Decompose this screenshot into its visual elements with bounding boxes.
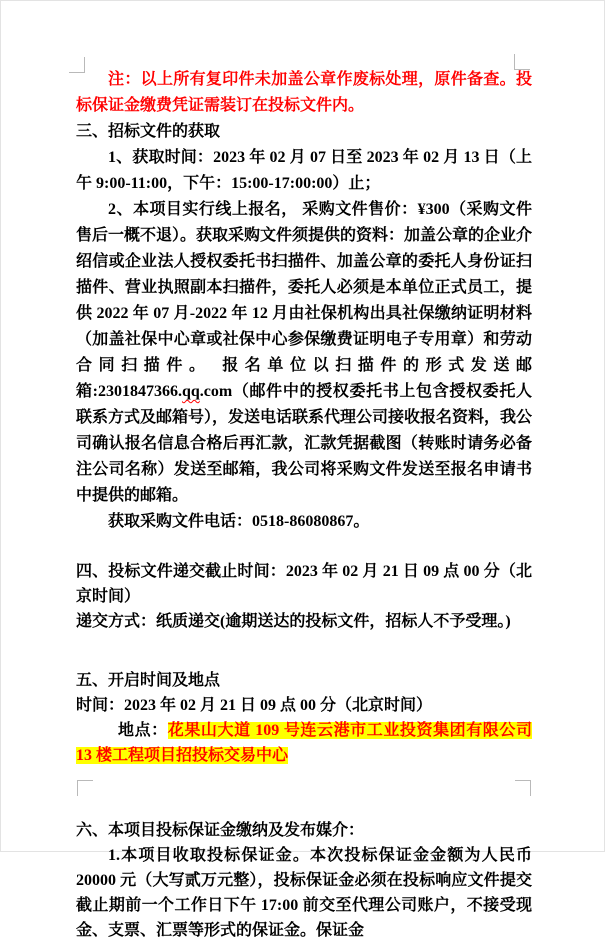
section4-delivery-method-line: 递交方式：纸质递交(逾期送达的投标文件，招标人不予受理。) [76,613,511,630]
section3-paragraph-registration [76,197,532,509]
section5 [76,668,532,768]
registration-text-after-email: （邮件中的授权委托书上包含授权委托人联系方式及邮箱号），发送电话联系代理公司接收报名资料，我公司确认报名信息合格后再汇款，汇款凭据截图（转账时请务必备注公司名称）发送至邮箱，我公司将采购文件发送至报名申请书中提供的邮箱。 [76,383,533,504]
blank-line [76,768,532,818]
registration-email-suffix: .com [199,383,233,400]
section6-bid-bond-paragraph: 1.本项目收取投标保证金。本次投标保证金金额为人民币 20000 元（大写贰万元整），投标保证金必须在投标响应文件提交截止期前一个工作日下午 17:00 前交至代理公司账户，不接受现金、支票、汇票等形式的保证金。保证金 [76,847,532,939]
section3-paragraph-phone: 获取采购文件电话：0518-86080867。 [108,513,370,530]
blank-line [76,535,532,559]
section3-paragraph-obtain-time: 1、获取时间：2023 年 02 月 07 日至 2023 年 02 月 13 日（上午 9:00-11:00，下午：15:00-17:00:00）止； [76,149,532,192]
copy-invalid-note: 注：以上所有复印件未加盖公章作废标处理，原件备查。投标保证金缴费凭证需装订在投标文件内。 [76,71,532,114]
section6-heading: 六、本项目投标保证金缴纳及发布媒介： [76,822,365,839]
document-body [76,67,532,943]
section6 [76,818,532,943]
section3-heading: 三、招标文件的获取 [76,123,221,140]
location-label: 地点： [118,722,168,739]
registration-email-spellcheck-flagged: qq [181,383,200,400]
section5-heading: 五、开启时间及地点 [76,672,221,689]
section4-deadline-line: 四、投标文件递交截止时间：2023 年 02 月 21 日 09 点 00 分（北京时间） [76,563,532,605]
registration-text-before-email: 2、本项目实行线上报名， 采购文件售价：¥300（采购文件售后一概不退）。获取采购文件须提供的资料：加盖公章的企业介绍信或企业法人授权委托书扫描件、加盖公章的委托人身份证扫描件、营业执照副本扫描件，委托人必须是本单位正式员工，提供 2022 年 07 月-2022 年 12 月由社保机构出具社保缴纳证明材料（加盖社保中心章或社保中心参保缴费证明电子专用章）和劳动合同扫描件。 报名单位以扫描件的形式发送邮箱: [76,201,533,400]
section5-location-line [76,718,532,768]
location-highlighted-value: 花果山大道 109 号连云港市工业投资集团有限公司 13 楼工程项目招投标交易中心 [76,722,532,764]
blank-line [76,634,532,668]
section4 [76,559,532,634]
section5-open-time-line: 时间：2023 年 02 月 21 日 09 点 00 分（北京时间） [76,697,433,714]
registration-email-prefix: 2301847366. [97,383,182,400]
